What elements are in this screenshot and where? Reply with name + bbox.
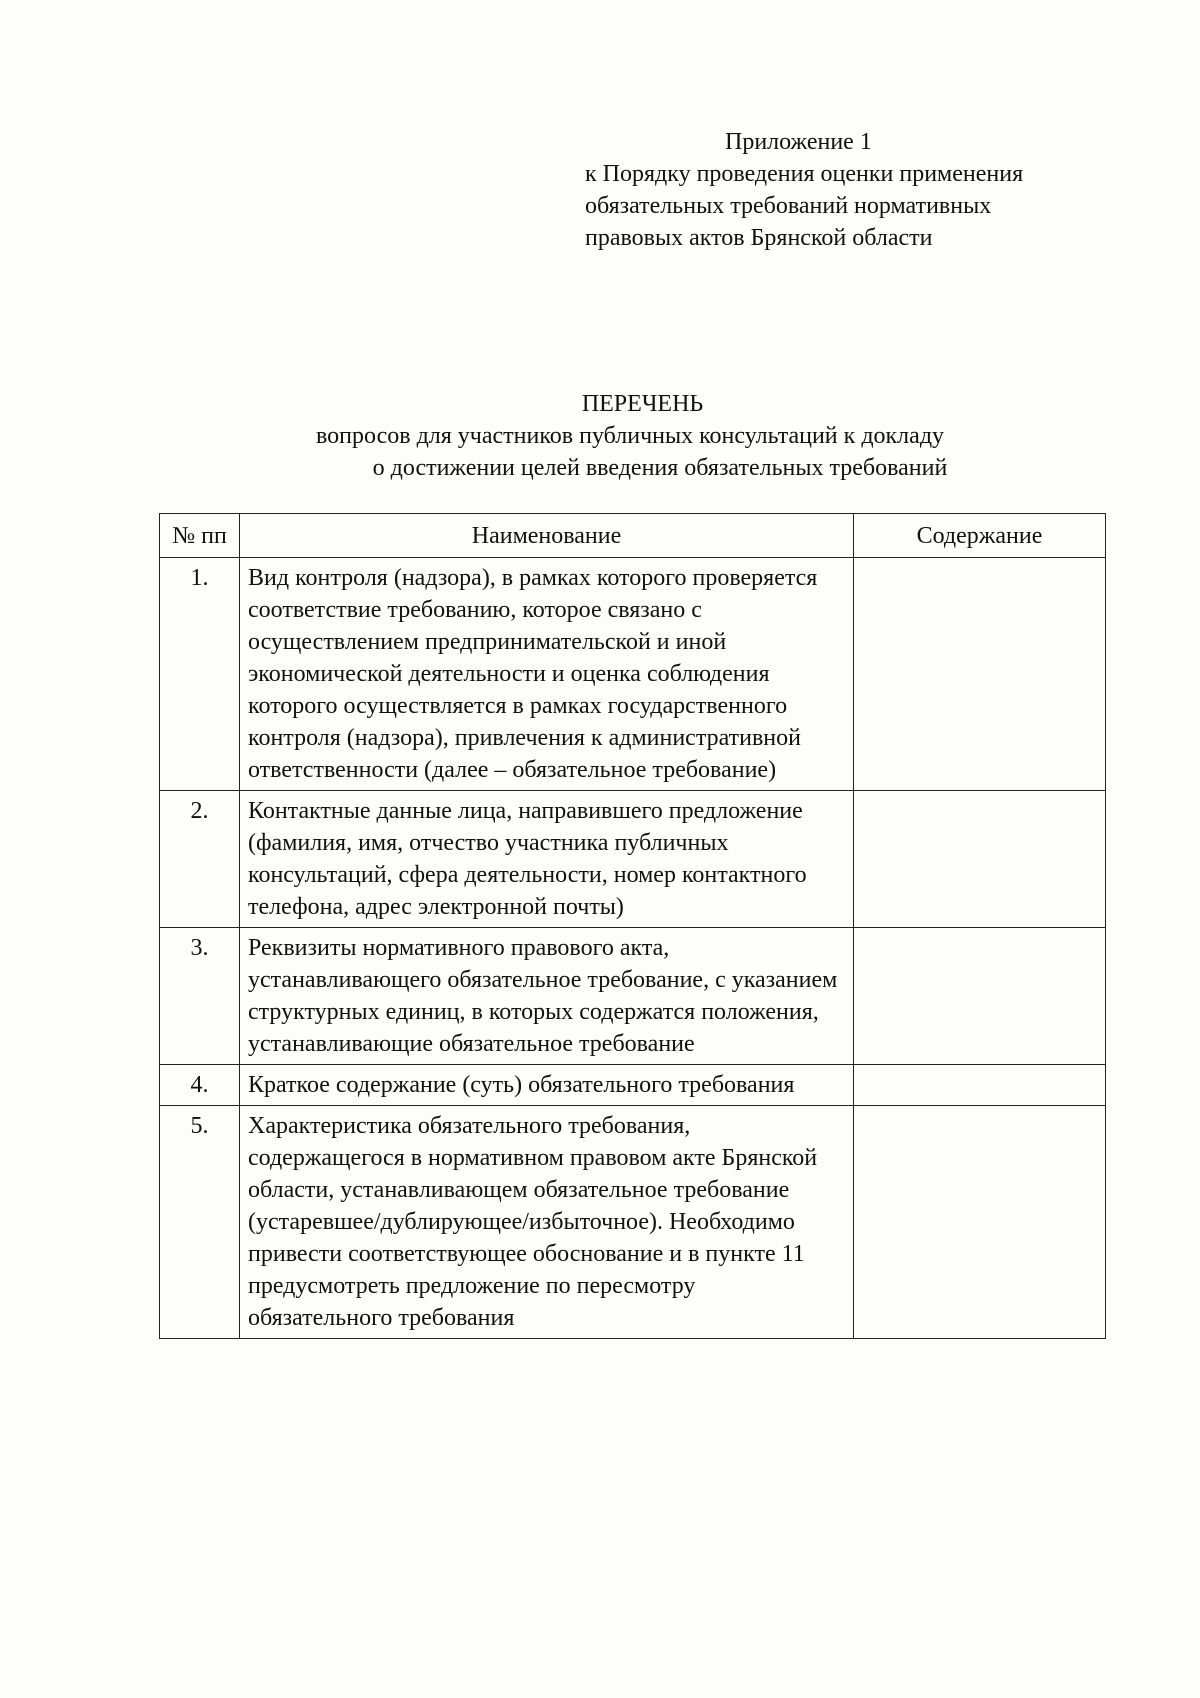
row-number: 3. [160,928,240,1065]
document-subtitle-line-1: вопросов для участников публичных консультаций к докладу [315,423,945,449]
row-number: 1. [160,558,240,791]
row-content [854,558,1106,791]
table-row [160,1065,1106,1106]
appendix-heading: Приложение 1 [725,129,872,155]
table-row [160,791,1106,928]
row-number: 4. [160,1065,240,1106]
table-row [160,1106,1106,1339]
row-content [854,1065,1106,1106]
questions-table [159,513,1106,1339]
row-content [854,1106,1106,1339]
appendix-line: обязательных требований нормативных [585,193,992,219]
document-subtitle-line-2: о достижении целей введения обязательных требований [372,455,948,481]
appendix-note [585,126,1145,254]
row-name: Краткое содержание (суть) обязательного требования [240,1065,854,1106]
appendix-line: правовых актов Брянской области [585,225,933,251]
row-content [854,791,1106,928]
row-name: Характеристика обязательного требования, содержащегося в нормативном правовом акте Брянской области, устанавливающем обязательное требование (устаревшее/дублирующее/избыточное). Необходимо привести соответствующее обоснование и в пункте 11 предусмотреть предложение по пересмотру обязательного требования [240,1106,854,1339]
table-row [160,928,1106,1065]
table-row [160,558,1106,791]
table-header-row [160,514,1106,558]
header-number: № пп [160,514,240,558]
row-name: Контактные данные лица, направившего предложение (фамилия, имя, отчество участника публичных консультаций, сфера деятельности, номер контактного телефона, адрес электронной почты) [240,791,854,928]
appendix-line: к Порядку проведения оценки применения [585,161,1024,187]
document-title-block [150,388,1110,484]
row-number: 5. [160,1106,240,1339]
row-name: Вид контроля (надзора), в рамках которого проверяется соответствие требованию, которое связано с осуществлением предпринимательской и иной экономической деятельности и оценка соблюдения которого осуществляется в рамках государственного контроля (надзора), привлечения к административной ответственности (далее – обязательное требование) [240,558,854,791]
row-name: Реквизиты нормативного правового акта, устанавливающего обязательное требование, с указанием структурных единиц, в которых содержатся положения, устанавливающие обязательное требование [240,928,854,1065]
header-name: Наименование [240,514,854,558]
document-title: ПЕРЕЧЕНЬ [581,391,704,417]
row-content [854,928,1106,1065]
header-content: Содержание [854,514,1106,558]
row-number: 2. [160,791,240,928]
